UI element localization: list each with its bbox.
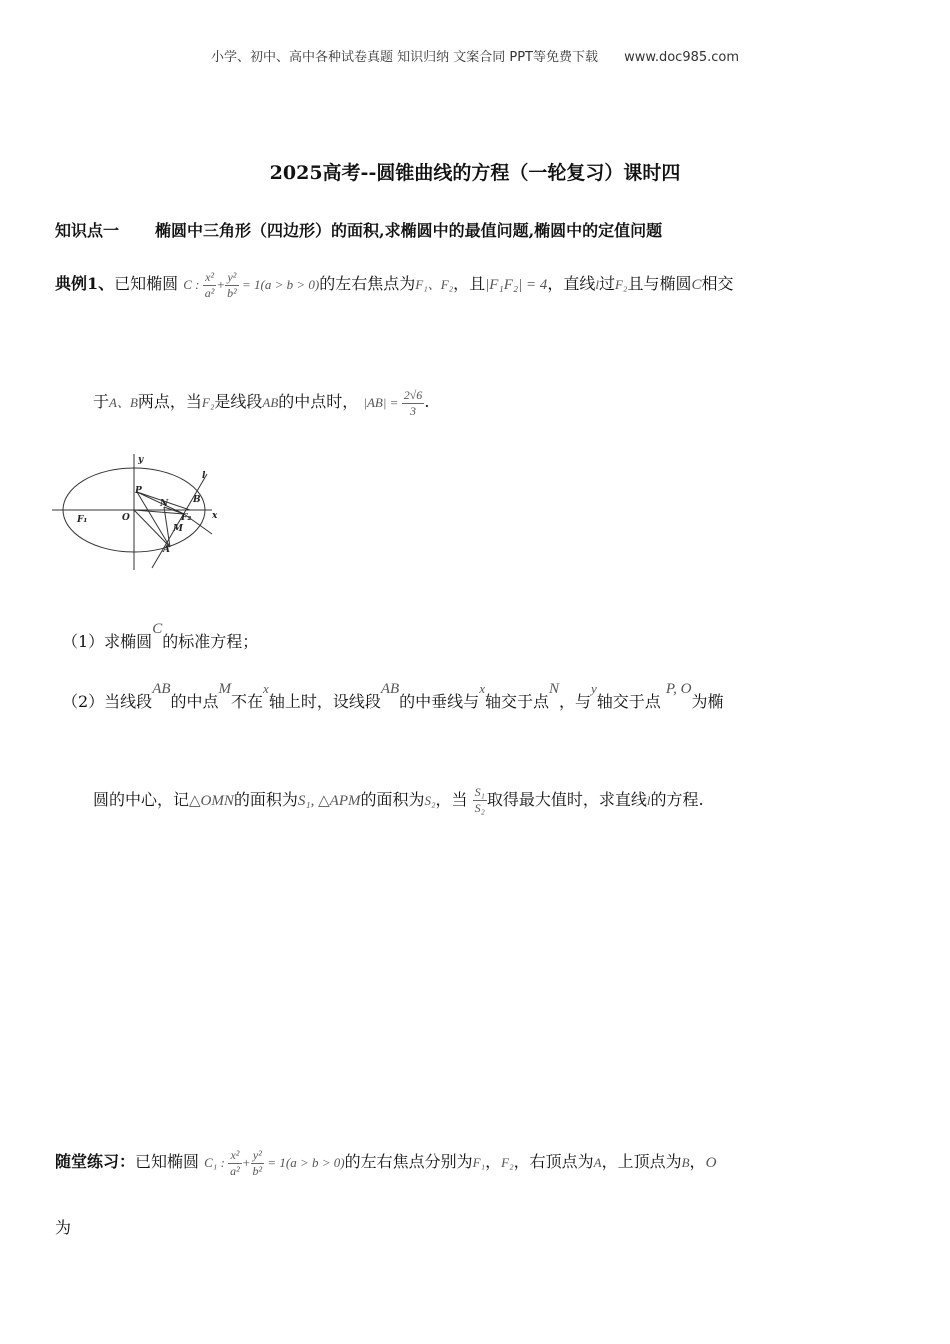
text: 的中点时， bbox=[278, 392, 359, 411]
point-m: M bbox=[218, 680, 232, 697]
text: 轴交于点 bbox=[484, 692, 549, 711]
label-o: O bbox=[122, 513, 130, 523]
example1-line1 bbox=[55, 262, 733, 306]
eq-x2: x² bbox=[228, 1148, 242, 1164]
text: 的左右焦点分别为 bbox=[344, 1152, 473, 1171]
segment-ab: AB bbox=[152, 680, 171, 697]
eq-frac-y bbox=[225, 270, 239, 301]
text: ，且 bbox=[453, 274, 486, 293]
q1-suffix: 的标准方程； bbox=[162, 632, 259, 651]
example1-line2 bbox=[93, 380, 429, 424]
section-heading bbox=[55, 218, 662, 241]
eq-c1: C₁ : bbox=[204, 1154, 225, 1170]
ab-abs: |AB| = bbox=[363, 394, 399, 410]
label-b: B bbox=[193, 495, 201, 505]
origin-o: O bbox=[705, 1154, 717, 1171]
focus-f2: F₂ bbox=[201, 394, 215, 410]
header-text: 小学、初中、高中各种试卷真题 知识归纳 文案合同 PPT等免费下载 bbox=[210, 50, 598, 65]
label-f2: F₂ bbox=[181, 513, 192, 523]
focal-distance: |F₁F₂| = 4 bbox=[485, 276, 548, 293]
focus-f2: F₂ bbox=[614, 276, 628, 292]
header-site-link[interactable]: www.doc985.com bbox=[624, 50, 740, 65]
text: 轴上时，设线段 bbox=[268, 692, 381, 711]
text: ，与 bbox=[559, 692, 592, 711]
text: ，当 bbox=[435, 790, 468, 809]
focus-f1: F₁ bbox=[472, 1154, 486, 1170]
eq-a2: a² bbox=[230, 1164, 240, 1179]
ratio-frac bbox=[473, 785, 487, 816]
text: 的中点 bbox=[170, 692, 219, 711]
ab-frac bbox=[402, 388, 425, 419]
text: 的面积为 bbox=[360, 790, 425, 809]
axis-y: y bbox=[591, 680, 597, 696]
text: ，上顶点为 bbox=[601, 1152, 682, 1171]
s2: S₂ bbox=[424, 792, 436, 808]
text: 于 bbox=[93, 392, 110, 411]
label-f1: F₁ bbox=[77, 515, 88, 525]
point-n: N bbox=[548, 680, 559, 697]
practice-equation: C₁ : $\frac{\text{x²}}{\text{a²}}$ + $\frac{\text{y²}}{\text{b²}}$ = 1(a > b > 0) bbox=[204, 1148, 345, 1179]
text: （2）当线段 bbox=[62, 692, 153, 711]
line-l: l bbox=[595, 276, 599, 292]
eq-b2: b² bbox=[252, 1164, 263, 1179]
example1-label: 典例1、 bbox=[55, 274, 115, 293]
text: ，右顶点为 bbox=[513, 1152, 594, 1171]
text: 轴交于点 bbox=[596, 692, 661, 711]
foci-label: F₁、F₂ bbox=[415, 276, 454, 292]
ellipse-figure bbox=[52, 452, 232, 572]
example1-text: 已知椭圆 bbox=[114, 274, 179, 293]
text: 不在 bbox=[231, 692, 264, 711]
text: 圆的中心，记 bbox=[93, 790, 190, 809]
segment-ab: AB bbox=[380, 680, 400, 697]
text: 的面积为 bbox=[233, 790, 298, 809]
text: 的方程. bbox=[650, 790, 704, 809]
ratio-den: S₂ bbox=[474, 801, 485, 815]
text: 的左右焦点为 bbox=[319, 274, 416, 293]
eq-frac-x bbox=[228, 1148, 242, 1179]
q1-ellipse-c: C bbox=[152, 620, 163, 637]
ab-frac-num: 2√6 bbox=[403, 388, 423, 403]
section-label: 知识点一 bbox=[55, 221, 120, 240]
ab-length bbox=[363, 381, 424, 425]
triangle-omn: △OMN bbox=[189, 792, 234, 809]
points-po: P, O bbox=[665, 680, 692, 697]
ellipse-equation: C : $\frac{\text{x²}}{\text{a²}}$ + $\frac{\text{y²}}{\text{b²}}$ = 1(a > b > 0) bbox=[183, 270, 320, 301]
question-2-line2 bbox=[93, 778, 704, 822]
ratio-num: S₁ bbox=[474, 785, 485, 799]
text: 已知椭圆 bbox=[135, 1152, 200, 1171]
label-p: P bbox=[135, 486, 142, 496]
axis-x: x bbox=[479, 680, 485, 696]
eq-frac-x bbox=[203, 270, 217, 301]
line-l: l bbox=[646, 792, 651, 808]
eq-a2: a² bbox=[204, 286, 215, 301]
eq-x2: x² bbox=[203, 270, 217, 286]
eq-prefix: C : bbox=[183, 276, 200, 292]
vertex-b: B bbox=[681, 1154, 690, 1170]
text: . bbox=[424, 392, 430, 411]
eq-tail: = 1(a > b > 0) bbox=[267, 1154, 345, 1170]
label-y: y bbox=[138, 455, 144, 465]
page-title: 2025高考--圆锥曲线的方程（一轮复习）课时四 bbox=[269, 162, 681, 184]
text: 是线段 bbox=[214, 392, 263, 411]
text: ， bbox=[689, 1152, 706, 1171]
text: 两点，当 bbox=[137, 392, 202, 411]
text: 且与椭圆 bbox=[627, 274, 692, 293]
q1-prefix: （1）求椭圆 bbox=[62, 632, 153, 651]
practice-line1 bbox=[55, 1140, 716, 1184]
focus-f2: F₂ bbox=[501, 1154, 514, 1170]
eq-y2: y² bbox=[251, 1148, 265, 1164]
text: 为 bbox=[55, 1218, 72, 1237]
text: ，直线 bbox=[547, 274, 596, 293]
eq-frac-y bbox=[251, 1148, 265, 1179]
label-n: N bbox=[160, 499, 169, 509]
eq-tail: = 1(a > b > 0) bbox=[242, 276, 320, 292]
text: 相交 bbox=[701, 274, 734, 293]
text: 为椭 bbox=[691, 692, 724, 711]
segment-ab: AB bbox=[262, 394, 279, 410]
segment-oa bbox=[134, 510, 170, 547]
label-a: A bbox=[163, 545, 170, 555]
vertex-a: A bbox=[593, 1154, 602, 1170]
text: ， bbox=[485, 1152, 502, 1171]
label-x: x bbox=[212, 511, 218, 521]
question-1 bbox=[62, 620, 258, 664]
section-text: 椭圆中三角形（四边形）的面积,求椭圆中的最值问题,椭圆中的定值问题 bbox=[155, 221, 663, 240]
label-m: M bbox=[173, 524, 183, 534]
text: 的中垂线与 bbox=[399, 692, 480, 711]
points-ab: A、B bbox=[109, 394, 138, 410]
label-l: l bbox=[202, 471, 206, 481]
ellipse-c: C bbox=[691, 276, 702, 293]
page-header bbox=[0, 46, 950, 65]
eq-y2: y² bbox=[225, 270, 239, 286]
question-2-line1 bbox=[62, 680, 723, 724]
axis-x: x bbox=[263, 680, 269, 696]
line-l-drawn bbox=[152, 474, 207, 568]
s1-triangle-apm: S₁, △APM bbox=[297, 792, 361, 809]
text: 过 bbox=[598, 274, 615, 293]
eq-b2: b² bbox=[227, 286, 237, 301]
text: 取得最大值时，求直线 bbox=[486, 790, 647, 809]
practice-line2 bbox=[55, 1206, 71, 1250]
practice-label: 随堂练习： bbox=[55, 1152, 136, 1171]
ab-frac-den: 3 bbox=[410, 404, 417, 419]
